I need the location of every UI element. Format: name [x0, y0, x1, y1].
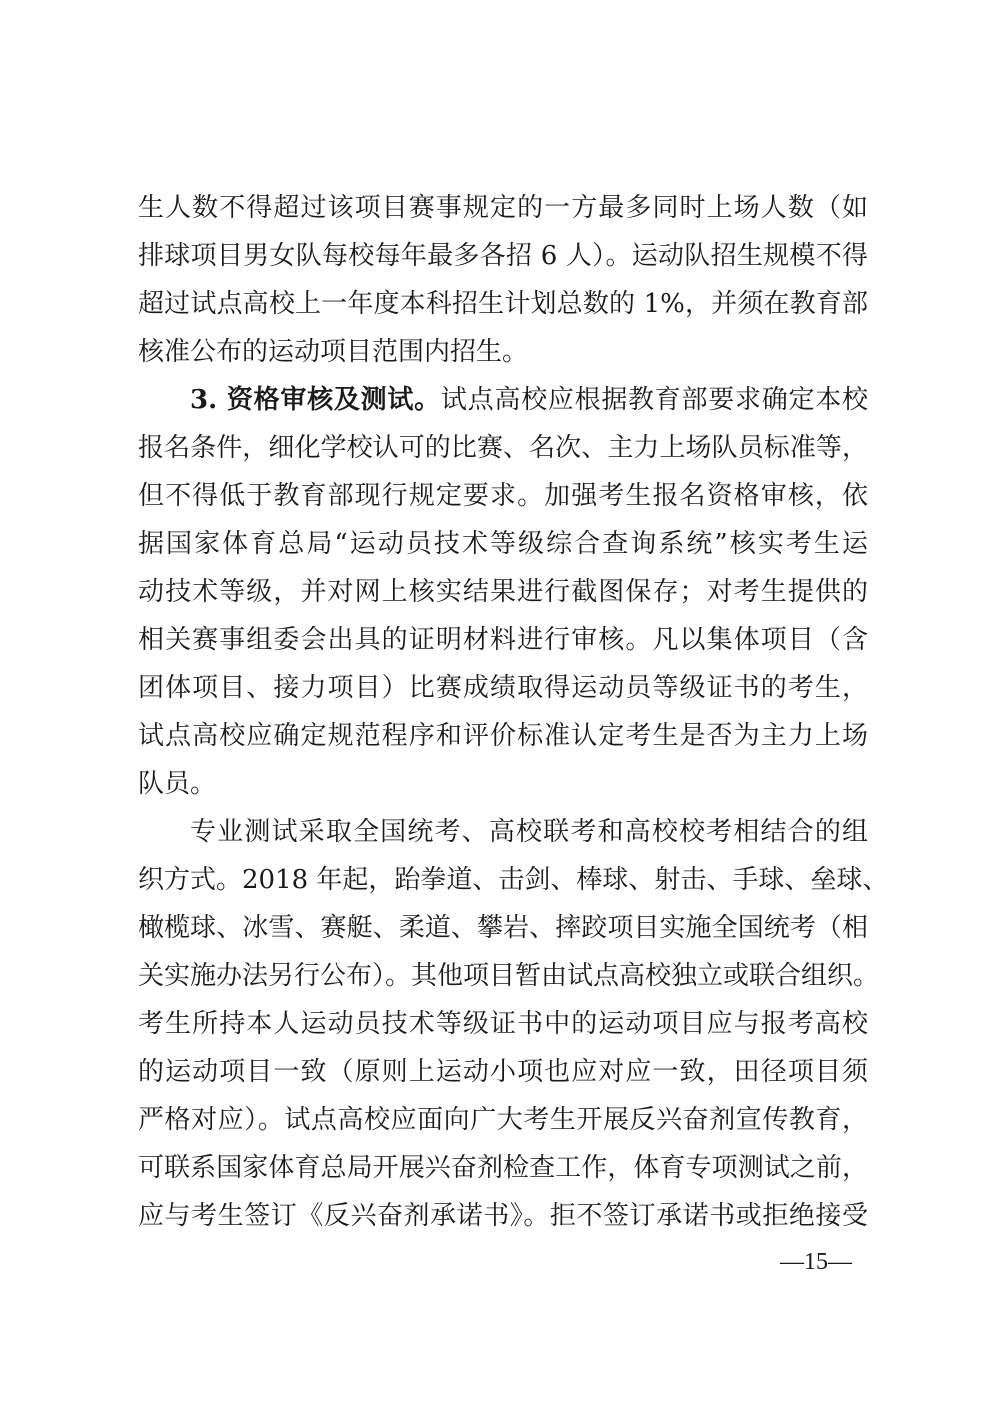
text-line: 应与考生签订《反兴奋剂承诺书》。拒不签订承诺书或拒绝接受 [138, 1201, 868, 1231]
text-line: 排球项目男女队每校每年最多各招 6 人）。运动队招生规模不得 [138, 241, 868, 271]
text-line: 橄榄球、冰雪、赛艇、柔道、攀岩、摔跤项目实施全国统考（相 [138, 913, 868, 943]
text-line: 团体项目、接力项目）比赛成绩取得运动员等级证书的考生， [138, 673, 868, 703]
section-heading: 3. 资格审核及测试。 [190, 385, 441, 415]
text-line: 的运动项目一致（原则上运动小项也应对应一致，田径项目须 [138, 1057, 868, 1087]
section-heading-line [190, 376, 868, 424]
text-line: 据国家体育总局“运动员技术等级综合查询系统”核实考生运 [138, 529, 868, 559]
text-line: 动技术等级，并对网上核实结果进行截图保存；对考生提供的 [138, 577, 868, 607]
text-line: 队员。 [138, 769, 217, 799]
text-line: 可联系国家体育总局开展兴奋剂检查工作，体育专项测试之前， [138, 1153, 868, 1183]
text-line: 织方式。2018 年起，跆拳道、击剑、棒球、射击、手球、垒球、 [138, 865, 889, 895]
text-line: 报名条件，细化学校认可的比赛、名次、主力上场队员标准等， [138, 433, 868, 463]
text-line: 超过试点高校上一年度本科招生计划总数的 1%，并须在教育部 [138, 289, 868, 319]
text-line: 专业测试采取全国统考、高校联考和高校校考相结合的组 [190, 817, 868, 847]
text-line: 关实施办法另行公布）。其他项目暂由试点高校独立或联合组织。 [138, 961, 880, 991]
page-number: —15— [780, 1249, 852, 1275]
text-line: 生人数不得超过该项目赛事规定的一方最多同时上场人数（如 [138, 193, 868, 223]
text-line: 严格对应）。试点高校应面向广大考生开展反兴奋剂宣传教育， [138, 1105, 868, 1135]
text-line: 试点高校应确定规范程序和评价标准认定考生是否为主力上场 [138, 721, 868, 751]
text-line: 考生所持本人运动员技术等级证书中的运动项目应与报考高校 [138, 1009, 868, 1039]
text-line: 核准公布的运动项目范围内招生。 [138, 337, 529, 367]
text-run: 试点高校应根据教育部要求确定本校 [440, 385, 868, 415]
text-line: 但不得低于教育部现行规定要求。加强考生报名资格审核，依 [138, 481, 868, 511]
text-line: 相关赛事组委会出具的证明材料进行审核。凡以集体项目（含 [138, 625, 868, 655]
